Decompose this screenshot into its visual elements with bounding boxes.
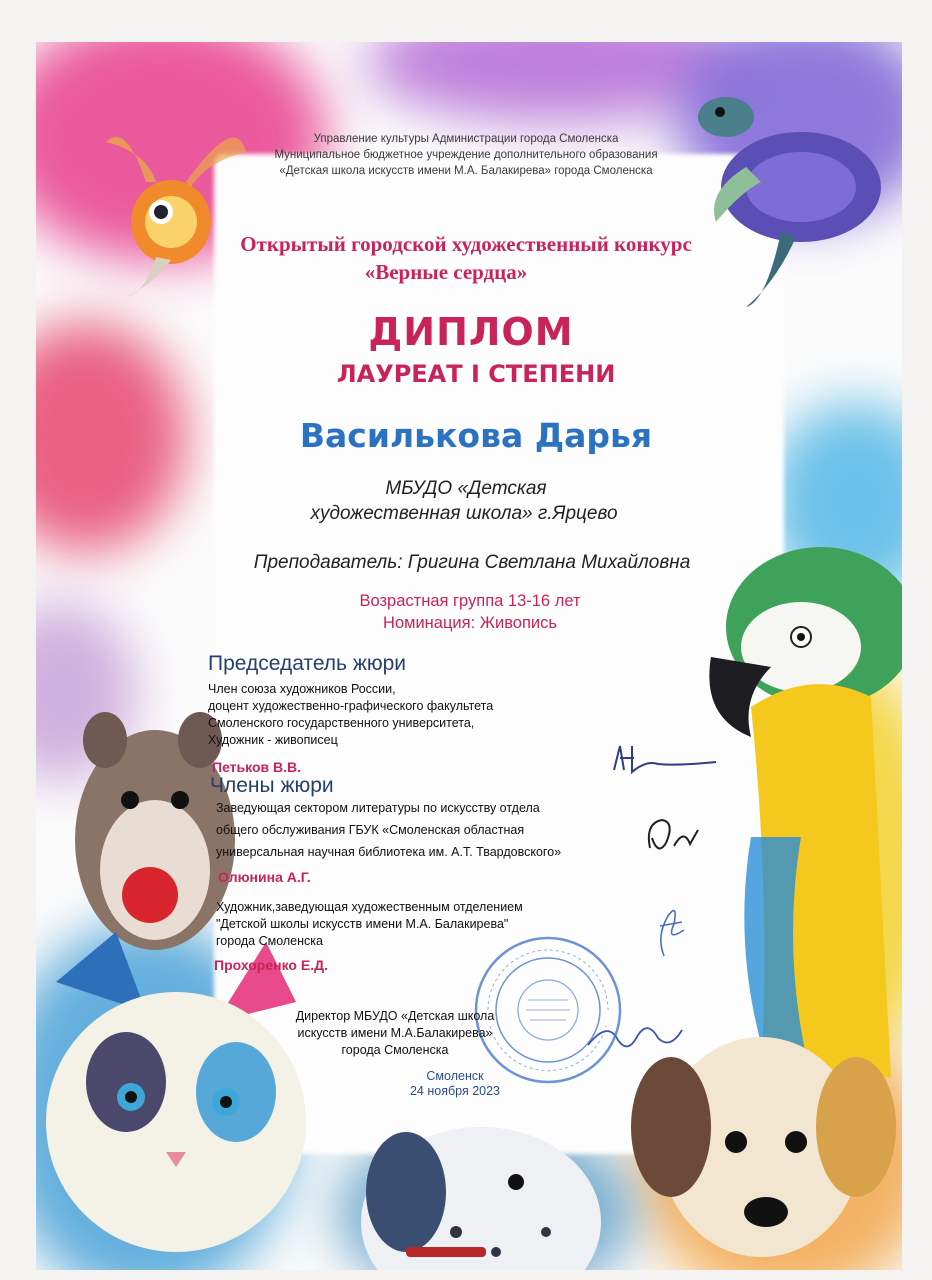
- member2-desc-1: Художник,заведующая художественным отделением: [216, 900, 523, 914]
- jury-chair-desc-2: доцент художественно-графического факультета: [208, 699, 494, 713]
- cat-illustration: [36, 922, 316, 1270]
- org-line-2: Муниципальное бюджетное учреждение дополнительного образования: [274, 149, 658, 161]
- signature-member1: [640, 808, 720, 863]
- signature-chair: [606, 740, 726, 780]
- director-line-1: Директор МБУДО «Детская школа: [295, 1009, 495, 1023]
- jury-members-heading: Члены жюри: [210, 774, 334, 797]
- director-line-2: искусств имени М.А.Балакирева»: [297, 1026, 493, 1040]
- nomination: Номинация: Живопись: [383, 614, 557, 632]
- member2-desc-2: "Детской школы искусств имени М.А. Балакирева": [216, 917, 509, 931]
- jury-chair-name: Петьков В.В.: [212, 759, 301, 775]
- school-line-1: МБУДО «Детская: [385, 478, 547, 499]
- place: Смоленск: [426, 1069, 484, 1083]
- contest-title: Открытый городской художественный конкурс: [240, 232, 692, 256]
- member1-name: Олюнина А.Г.: [218, 869, 311, 885]
- school-line-2: художественная школа» г.Ярцево: [310, 503, 618, 524]
- diploma-title: ДИПЛОМ: [368, 310, 574, 354]
- jury-chair-desc-4: Художник - живописец: [208, 733, 338, 747]
- diploma-degree: ЛАУРЕАТ I СТЕПЕНИ: [336, 360, 616, 388]
- org-line-3: «Детская школа искусств имени М.А. Балакирева» города Смоленска: [279, 165, 653, 177]
- jury-chair-heading: Председатель жюри: [208, 652, 407, 675]
- member2-name: Прохоренко Е.Д.: [214, 957, 328, 973]
- jury-chair-desc-1: Член союза художников России,: [208, 682, 396, 696]
- director-line-3: города Смоленска: [341, 1043, 449, 1057]
- member1-desc-2: общего обслуживания ГБУК «Смоленская областная: [216, 823, 525, 837]
- member1-desc-1: Заведующая сектором литературы по искусству отдела: [216, 801, 540, 815]
- member2-desc-3: города Смоленска: [216, 934, 323, 948]
- signature-member2: [644, 896, 694, 966]
- dog-illustration: [631, 1027, 902, 1270]
- dalmatian-illustration: [346, 1112, 616, 1270]
- age-group: Возрастная группа 13-16 лет: [359, 592, 581, 610]
- recipient-name: Василькова Дарья: [299, 416, 653, 455]
- date: 24 ноября 2023: [409, 1084, 501, 1098]
- teacher: Преподаватель: Григина Светлана Михайловна: [253, 552, 691, 573]
- contest-name: «Верные сердца»: [364, 260, 528, 284]
- jury-chair-desc-3: Смоленского государственного университета,: [208, 716, 475, 730]
- member1-desc-3: универсальная научная библиотека им. А.Т. Твардовского»: [216, 845, 562, 859]
- org-line-1: Управление культуры Администрации города Смоленска: [313, 133, 619, 145]
